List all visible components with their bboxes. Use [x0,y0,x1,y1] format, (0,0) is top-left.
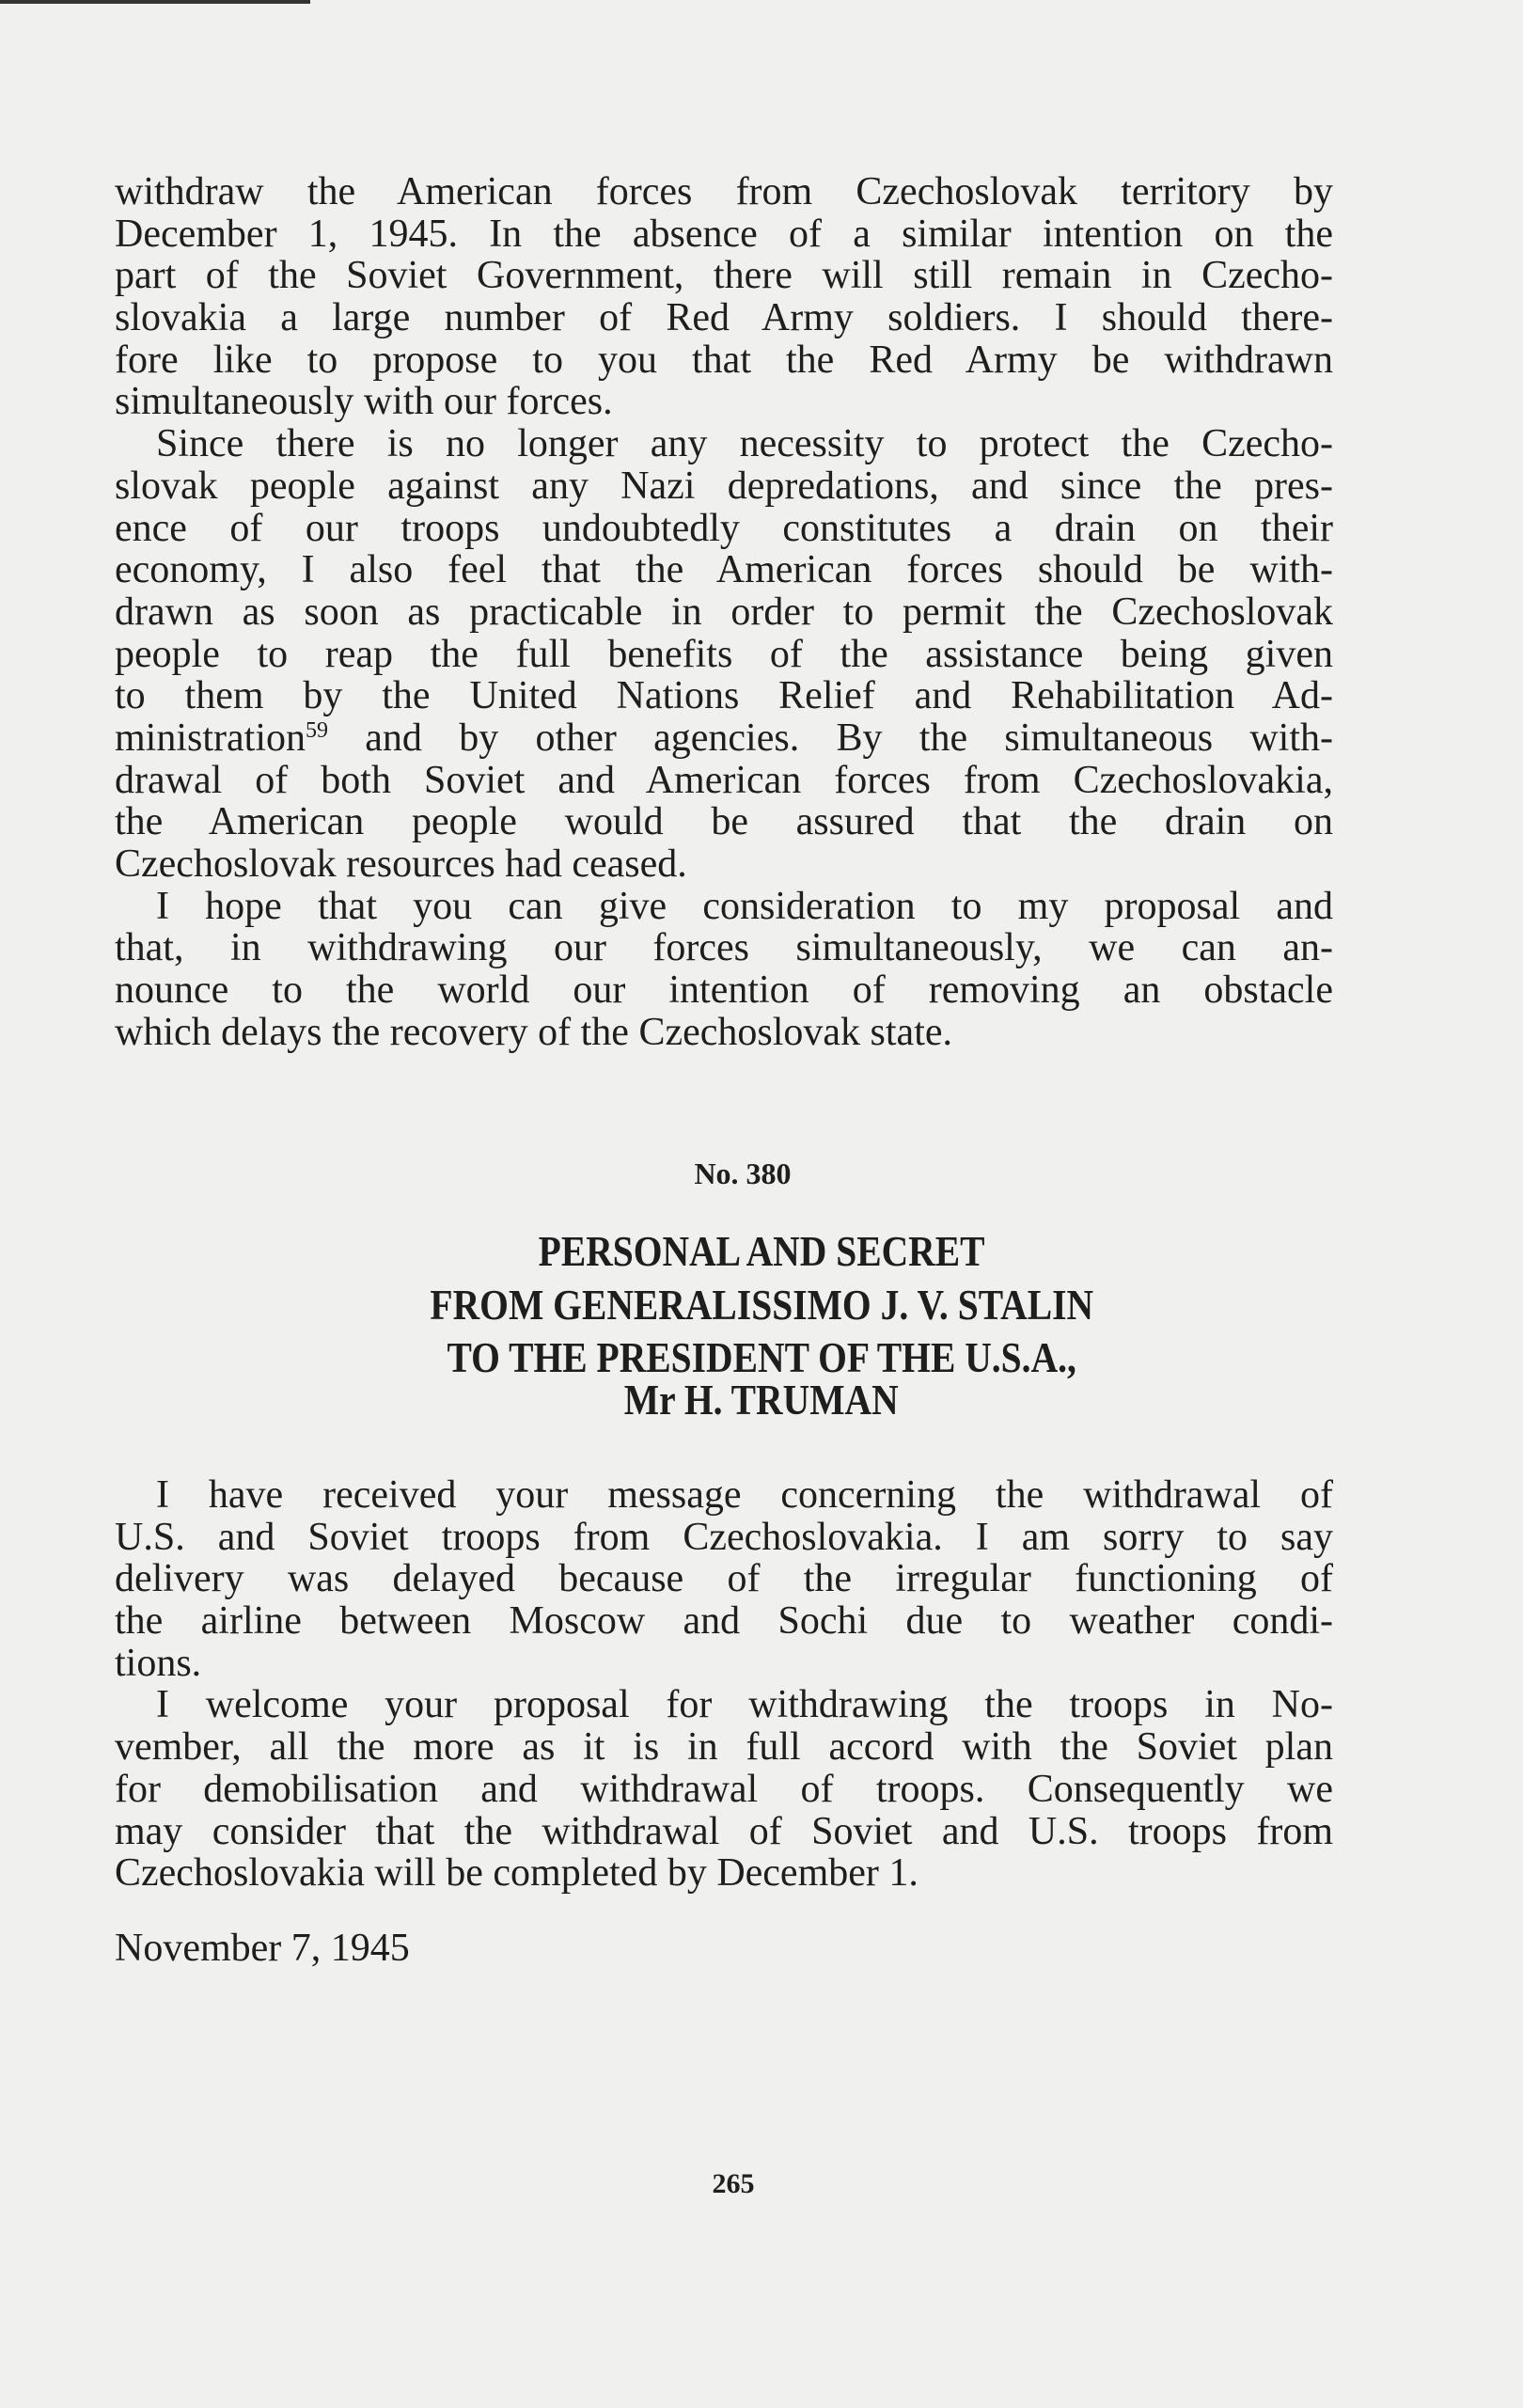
document-date: November 7, 1945 [115,1927,410,1970]
heading-text: FROM GENERALISSIMO J. V. STALIN [430,1281,1093,1329]
text-line: Since there is no longer any necessity to protect the Czecho- [156,422,1333,466]
text-line: economy, I also feel that the American forces should be with- [115,548,1333,592]
text-line: drawn as soon as practicable in order to permit the Czechoslovak [115,590,1333,634]
text-line: slovakia a large number of Red Army soldiers. I should there- [115,296,1333,340]
text-line: I welcome your proposal for withdrawing the troops in No- [156,1683,1333,1727]
text-line: December 1, 1945. In the absence of a similar intention on the [115,212,1333,256]
text-line: for demobilisation and withdrawal of troops. Consequently we [115,1767,1333,1811]
document-heading [0,1229,1523,1423]
heading-text: Mr H. TRUMAN [624,1376,899,1424]
heading-line [0,1229,1523,1274]
body-text-bottom [115,1474,1333,1895]
heading-text: PERSONAL AND SECRET [538,1227,985,1275]
text-line: simultaneously with our forces. [115,380,613,424]
text-line: withdraw the American forces from Czechoslovak territory by [115,170,1333,213]
text-line: U.S. and Soviet troops from Czechoslovakia. I am sorry to say [115,1515,1333,1559]
text-line: that, in withdrawing our forces simultaneously, we can an- [115,926,1333,970]
body-text-top [115,171,1333,1053]
paragraph-2 [115,423,1333,886]
text-line: delivery was delayed because of the irregular functioning of [115,1557,1333,1601]
text: ministration [115,716,306,760]
paragraph-3 [115,886,1333,1054]
heading-line [0,1335,1523,1380]
text-line: people to reap the full benefits of the assistance being given [115,632,1333,676]
text-line: slovak people against any Nazi depredations, and since the pres- [115,464,1333,508]
text: and by other agencies. By the simultaneous with- [328,716,1333,760]
heading-text: TO THE PRESIDENT OF THE U.S.A., [447,1333,1076,1381]
paragraph-5 [115,1684,1333,1894]
text-line: the American people would be assured that the drain on [115,800,1333,844]
text-line: Czechoslovak resources had ceased. [115,842,687,886]
text-line: to them by the United Nations Relief and Rehabilitation Ad- [115,674,1333,718]
text-line: part of the Soviet Government, there will still remain in Czecho- [115,254,1333,298]
text-line: ence of our troops undoubtedly constitutes a drain on their [115,506,1333,550]
paragraph-1 [115,171,1333,423]
text-line: which delays the recovery of the Czechoslovak state. [115,1010,953,1054]
document-number: No. 380 [694,1157,792,1190]
footnote-ref: 59 [306,717,328,743]
paragraph-4 [115,1474,1333,1684]
heading-line [0,1377,1523,1423]
text-line: fore like to propose to you that the Red Army be withdrawn [115,338,1333,382]
text-line: Czechoslovakia will be completed by December 1. [115,1851,919,1896]
text-line: drawal of both Soviet and American forces from Czechoslovakia, [115,758,1333,802]
page-number: 265 [712,2168,755,2199]
heading-line [0,1283,1523,1328]
scan-edge [0,0,310,4]
text-line: the airline between Moscow and Sochi due to weather condi- [115,1599,1333,1644]
text-line: I hope that you can give consideration to my proposal and [156,884,1333,928]
text-line: may consider that the withdrawal of Soviet and U.S. troops from [115,1809,1333,1853]
text-line [115,717,1333,760]
text-line: vember, all the more as it is in full accord with the Soviet plan [115,1725,1333,1770]
text-line: nounce to the world our intention of removing an obstacle [115,968,1333,1013]
text-line: I have received your message concerning the withdrawal of [156,1473,1333,1517]
date-line [115,1928,1333,1970]
text-line: tions. [115,1641,202,1685]
